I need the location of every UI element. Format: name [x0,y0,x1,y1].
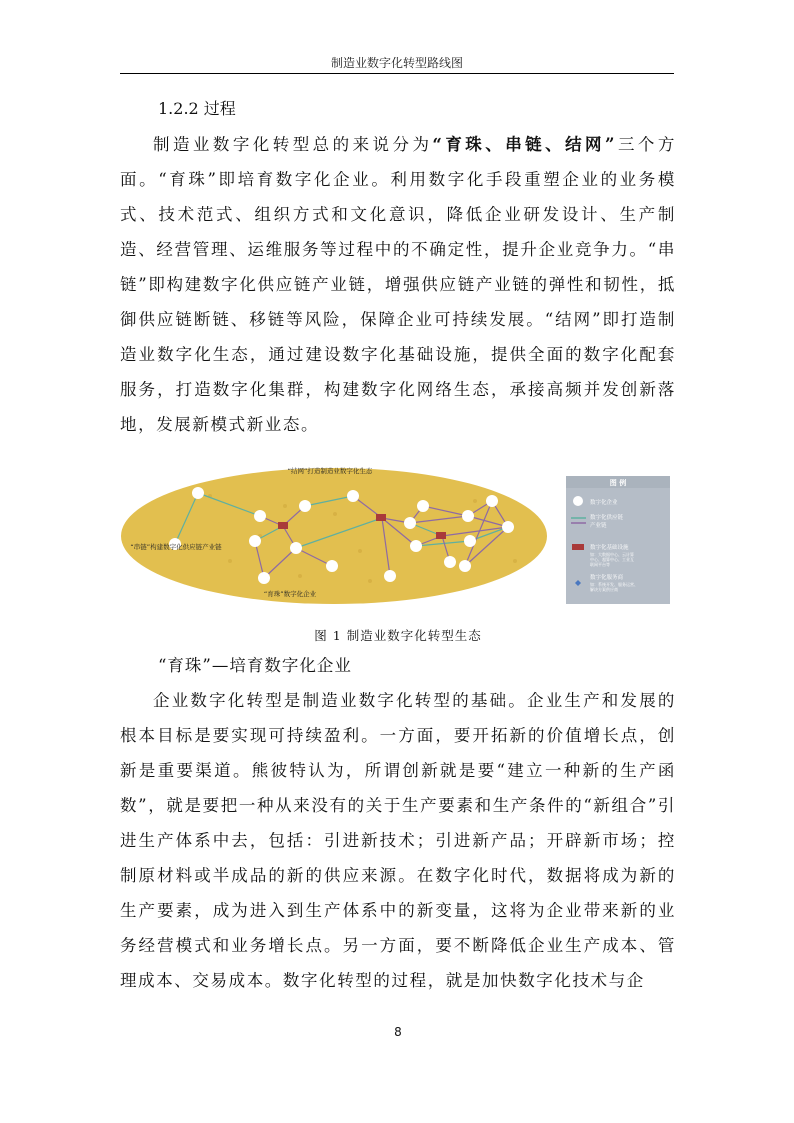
enterprise-node [299,500,311,512]
para1-emphasis: “育珠、串链、结网” [432,135,617,154]
enterprise-node [254,510,266,522]
enterprise-node [410,540,422,552]
enterprise-node [404,517,416,529]
ecosystem-figure [120,466,676,616]
legend-enterprise-label: 数字化企业 [590,500,618,506]
enterprise-node [459,560,471,572]
enterprise-node [249,535,261,547]
ecosystem-diagram [120,466,676,616]
section-heading: 1.2.2 过程 [158,99,236,118]
infrastructure-node [436,532,446,539]
enterprise-node [502,521,514,533]
enterprise-node [462,510,474,522]
chain-label: “串链”构建数字化供应链产业链 [130,543,222,551]
legend-service-title: 数字化服务商 [590,575,624,581]
header-rule [120,73,674,74]
legend-title: 图 例 [609,479,627,487]
enterprise-node [444,556,456,568]
legend-service-line-2: 解决方案供应商 [590,587,618,592]
enterprise-node [290,542,302,554]
legend-chain-label-2: 产业链 [590,523,607,529]
page-number: 8 [394,1025,402,1039]
legend-infra-title: 数字化基础设施 [590,545,629,551]
legend-infra-line-1: 如：大数据中心、云计算 [590,552,634,557]
enterprise-node [417,500,429,512]
legend-chain-label-1: 数字化供应链 [590,515,624,521]
legend-service-line-1: 如：系统开发、服务运营、 [590,582,638,587]
legend-infra-line-2: 中心、超算中心、工业互 [590,557,634,562]
legend-enterprise-icon [573,496,583,506]
figure-legend [566,476,670,604]
legend-infra-line-3: 联网平台等 [590,562,610,567]
para1-lead: 制造业数字化转型总的来说分为 [153,135,433,154]
enterprise-node [384,570,396,582]
figure-caption: 图 1 制造业数字化转型生态 [314,628,482,643]
enterprise-node [258,572,270,584]
pearl-label: “育珠”数字化企业 [263,590,317,598]
enterprise-node [464,535,476,547]
infrastructure-node [376,514,386,521]
subheading-pearl: “育珠”—培育数字化企业 [158,656,352,675]
enterprise-node [347,490,359,502]
paragraph-process [120,127,676,442]
net-label: “结网”打造制造业数字化生态 [287,467,373,475]
paragraph-enterprise: 企业数字化转型是制造业数字化转型的基础。企业生产和发展的根本目标是要实现可持续盈利。一方面，要开拓新的价值增长点，创新是重要渠道。熊彼特认为，所谓创新就是要“建立一种新的生产函数”，就是要把一种从来没有的关于生产要素和生产条件的“新组合”引进生产体系中去，包括：引进新技术；引进新产品；开辟新市场；控制原材料或半成品的新的供应来源。在数字化时代，数据将成为新的生产要素，成为进入到生产体系中的新变量，这将为企业带来新的业务经营模式和业务增长点。另一方面，要不断降低企业生产成本、管理成本、交易成本。数字化转型的过程，就是加快数字化技术与企 [120,691,676,990]
para1-body: 三个方面。“育珠”即培育数字化企业。利用数字化手段重塑企业的业务模式、技术范式、组织方式和文化意识，降低企业研发设计、生产制造、经营管理、运维服务等过程中的不确定性，提升企业竞争力。“串链”即构建数字化供应链产业链，增强供应链产业链的弹性和韧性，抵御供应链断链、移链等风险，保障企业可持续发展。“结网”即打造制造业数字化生态，通过建设数字化基础设施，提供全面的数字化配套服务，打造数字化集群，构建数字化网络生态，承接高频并发创新落地，发展新模式新业态。 [120,135,676,434]
enterprise-node [486,495,498,507]
legend-infrastructure-icon [572,544,584,550]
running-header: 制造业数字化转型路线图 [330,56,463,70]
enterprise-node [192,487,204,499]
infrastructure-node [278,522,288,529]
enterprise-node [326,560,338,572]
